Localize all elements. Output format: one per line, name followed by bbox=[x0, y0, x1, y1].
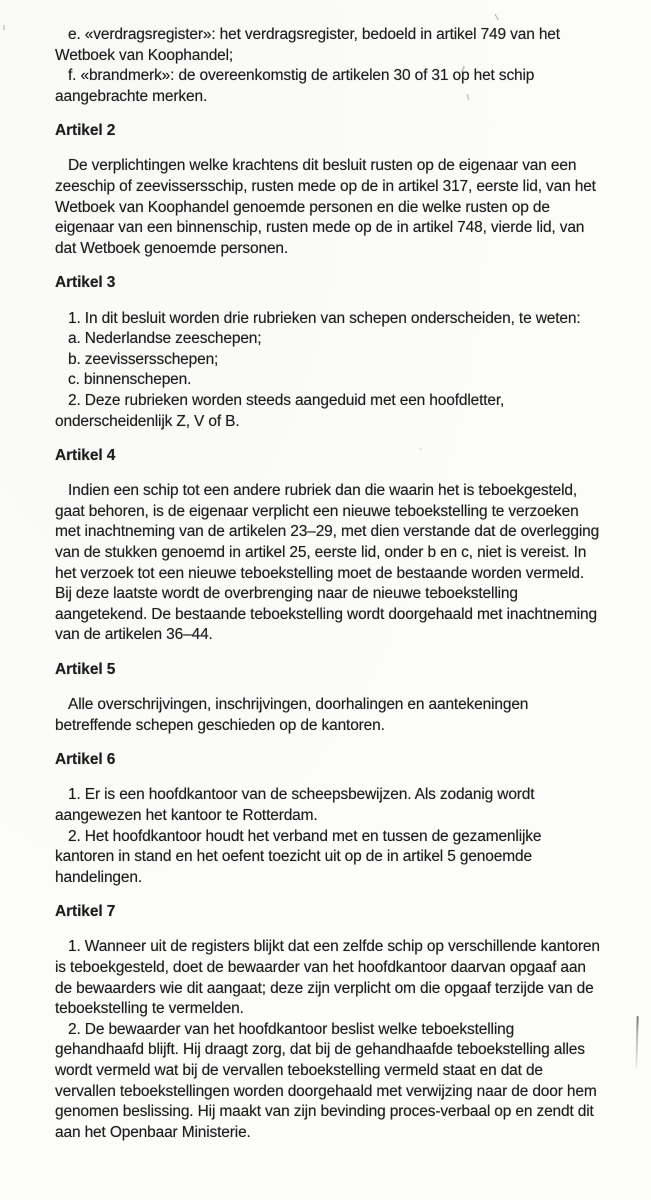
scan-scratch-mark bbox=[635, 1016, 638, 1068]
artikel-5-text: Alle overschrijvingen, inschrijvingen, doorhalingen en aantekeningen betreffende schepen geschieden op de kantoren. bbox=[55, 696, 529, 734]
scan-speck bbox=[3, 25, 5, 30]
artikel-4-text: Indien een schip tot een andere rubriek dan die waarin het is teboekgesteld, gaat behoren, is de eigenaar verplicht een nieuwe teboekstelling te verzoeken met inachtneming van de artikelen 23–29, met dien verstande dat de overlegging van de stukken genoemd in artikel 25, eerste lid, onder b en c, niet is vereist. In het verzoek tot een nieuwe teboekstelling moet de bestaande worden vermeld. Bij deze laatste wordt de overbrenging naar de nieuwe teboekstelling aangetekend. De bestaande teboekstelling wordt doorgehaald met inachtneming van de artikelen 36–44. bbox=[55, 482, 600, 644]
artikel-3-heading: Artikel 3 bbox=[55, 274, 116, 292]
artikel-2-heading: Artikel 2 bbox=[55, 122, 116, 140]
artikel-4-heading: Artikel 4 bbox=[55, 447, 116, 465]
artikel-6-heading: Artikel 6 bbox=[55, 751, 116, 769]
artikel-3-item-a: a. Nederlandse zeeschepen; bbox=[68, 330, 262, 348]
artikel-3-item-c: c. binnenschepen. bbox=[68, 371, 192, 389]
definition-item-f: f. «brandmerk»: de overeenkomstig de artikelen 30 of 31 op het schip aangebrachte merken. bbox=[55, 67, 535, 105]
artikel-6-lid-2: 2. Het hoofdkantoor houdt het verband met en tussen de gezamenlijke kantoren in stand en het oefent toezicht uit op de in artikel 5 genoemde handelingen. bbox=[55, 827, 542, 886]
artikel-7-lid-1: 1. Wanneer uit de registers blijkt dat een zelfde schip op verschillende kantoren is teboekgesteld, doet de bewaarder van het hoofdkantoor daarvan opgaaf aan de bewaarders wie dit aangaat; deze zijn verplicht om die opgaaf terzijde van de teboekstelling te vermelden. bbox=[55, 938, 600, 1018]
scan-speck bbox=[495, 12, 502, 20]
artikel-7-heading: Artikel 7 bbox=[55, 903, 116, 921]
artikel-3-lid-1: 1. In dit besluit worden drie rubrieken van schepen onderscheiden, te weten: bbox=[68, 309, 581, 327]
definition-item-e: e. «verdragsregister»: het verdragsregister, bedoeld in artikel 749 van het Wetboek van Koophandel; bbox=[55, 26, 560, 64]
artikel-3-item-b: b. zeevissersschepen; bbox=[68, 350, 219, 368]
artikel-5-heading: Artikel 5 bbox=[55, 660, 116, 678]
artikel-3-lid-2: 2. Deze rubrieken worden steeds aangeduid met een hoofdletter, onderscheidenlijk Z, V of B. bbox=[55, 391, 505, 430]
artikel-6-lid-1: 1. Er is een hoofdkantoor van de scheepsbewijzen. Als zodanig wordt aangewezen het kantoor te Rotterdam. bbox=[55, 786, 535, 824]
document-body bbox=[55, 25, 602, 1143]
artikel-7-lid-2: 2. De bewaarder van het hoofdkantoor beslist welke teboekstelling gehandhaafd blijft. Hij draagt zorg, dat bij de gehandhaafde teboekstelling alles wordt vermeld wat bij de vervallen teboekstelling vermeld staat en dat de vervallen teboekstellingen worden doorgehaald met verwijzing naar de door hem genomen beslissing. Hij maakt van zijn bevinding proces-verbaal op en zendt dit aan het Openbaar Ministerie. bbox=[55, 1020, 597, 1141]
artikel-2-text: De verplichtingen welke krachtens dit besluit rusten op de eigenaar van een zeeschip of zeevissersschip, rusten mede op de in artikel 317, eerste lid, van het Wetboek van Koophandel genoemde personen en die welke rusten op de eigenaar van een binnenschip, rusten mede op de in artikel 748, vierde lid, van dat Wetboek genoemde personen. bbox=[55, 157, 596, 257]
